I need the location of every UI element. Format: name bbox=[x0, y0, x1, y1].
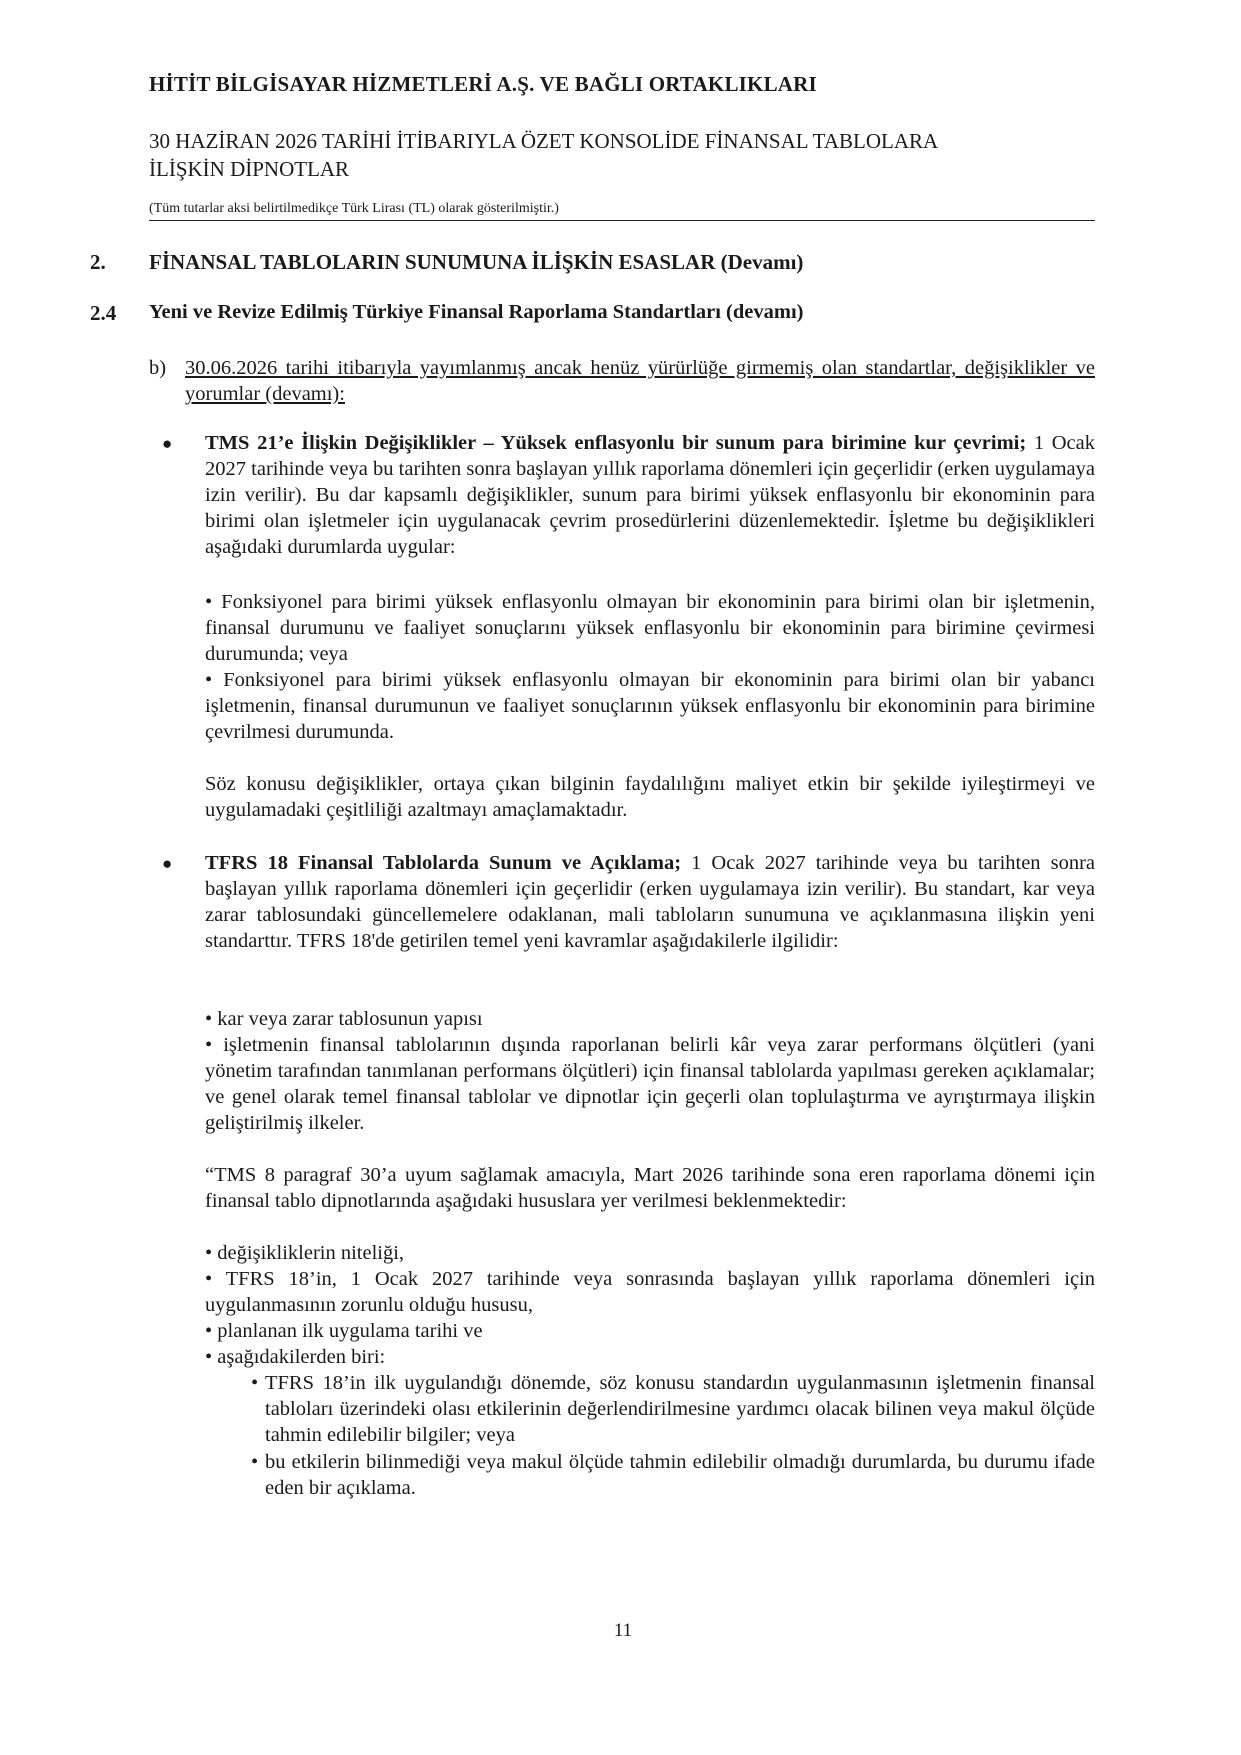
tfrs18-body: 1 Ocak 2027 tarihinde veya bu tarihten sonra başlayan yıllık raporlama dönemleri için geçerlidir (erken uygulamaya izin verilir). Bu standart, kar veya zarar tablosundaki güncellemelere odaklanan, mali tabloların sunumuna ve açıklanmasına ilişkin yeni standarttır. TFRS 18'de getirilen temel yeni kavramlar aşağıdakilerle ilgilidir: bbox=[205, 852, 1096, 952]
tfrs18-requirement-3: • planlanan ilk uygulama tarihi ve bbox=[205, 1320, 483, 1342]
item-b-text: 30.06.2026 tarihi itibarıyla yayımlanmış ancak henüz yürürlüğe girmemiş olan standartlar, değişiklikler ve yorumlar (devamı): bbox=[185, 357, 1095, 405]
subtitle-line-1: 30 HAZİRAN 2026 TARİHİ İTİBARIYLA ÖZET KONSOLİDE FİNANSAL TABLOLARA bbox=[149, 129, 939, 153]
tfrs18-sub-point-2: bu etkilerin bilinmediği veya makul ölçüde tahmin edilebilir olmadığı durumlarda, bu durumu ifade eden bir açıklama. bbox=[265, 1451, 1095, 1499]
tms21-bullet: ● bbox=[162, 434, 173, 453]
subtitle-line-2: İLİŞKİN DİPNOTLAR bbox=[149, 157, 350, 181]
tfrs18-bullet: ● bbox=[162, 854, 173, 873]
tfrs18-requirement-1: • değişikliklerin niteliği, bbox=[205, 1242, 405, 1264]
header-divider bbox=[149, 220, 1095, 221]
page-number: 11 bbox=[613, 1620, 633, 1641]
tfrs18-concept-2: • işletmenin finansal tablolarının dışında raporlanan belirli kâr veya zarar performans ölçütleri (yani yönetim tarafından tanımlanan performans ölçütleri) için finansal tablolarda yapılması gereken açıklamalar; ve genel olarak temel finansal tablolar ve dipnotlar için geçerli olan toplulaştırma ve ayrıştırmaya ilişkin geliştirilmiş ilkeler. bbox=[205, 1034, 1095, 1134]
section-number: 2. bbox=[90, 250, 106, 274]
document-subtitle bbox=[149, 127, 1049, 183]
tfrs18-block bbox=[205, 850, 1095, 954]
subsection-title: Yeni ve Revize Edilmiş Türkiye Finansal Raporlama Standartları (devamı) bbox=[149, 301, 804, 323]
tfrs18-requirement-4: • aşağıdakilerden biri: bbox=[205, 1346, 386, 1368]
subsection-number: 2.4 bbox=[90, 301, 117, 325]
tfrs18-concept-1: • kar veya zarar tablosunun yapısı bbox=[205, 1008, 483, 1030]
sub-bullet-1: • bbox=[251, 1372, 259, 1394]
tms21-point-2: • Fonksiyonel para birimi yüksek enflasyonlu olmayan bir ekonominin para birimi olan bir yabancı işletmenin, finansal durumunun ve faaliyet sonuçlarının yüksek enflasyonlu bir ekonominin para birimine çevrilmesi durumunda. bbox=[205, 669, 1095, 743]
sub-bullet-2: • bbox=[251, 1451, 259, 1473]
tfrs18-heading: TFRS 18 Finansal Tablolarda Sunum ve Açıklama; bbox=[205, 852, 682, 874]
tms21-body: 1 Ocak 2027 tarihinde veya bu tarihten sonra başlayan yıllık raporlama dönemleri için geçerlidir (erken uygulamaya izin verilir). Bu dar kapsamlı değişiklikler, sunum para birimi yüksek enflasyonlu bir ekonominin para birimi olan işletmeler için uygulanacak çevrim prosedürlerini düzenlemektedir. İşletme bu değişiklikleri aşağıdaki durumlarda uygular: bbox=[205, 432, 1095, 558]
currency-note: (Tüm tutarlar aksi belirtilmedikçe Türk Lirası (TL) olarak gösterilmiştir.) bbox=[149, 201, 559, 216]
tms21-point-1: • Fonksiyonel para birimi yüksek enflasyonlu olmayan bir ekonominin para birimi olan bir işletmenin, finansal durumunu ve faaliyet sonuçlarını yüksek enflasyonlu bir ekonominin para birimine çevirmesi durumunda; veya bbox=[205, 591, 1095, 665]
item-b-label: b) bbox=[149, 357, 167, 379]
tms21-closing: Söz konusu değişiklikler, ortaya çıkan bilginin faydalılığını maliyet etkin bir şekilde iyileştirmeyi ve uygulamadaki çeşitliliği azaltmayı amaçlamaktadır. bbox=[205, 773, 1095, 821]
company-name: HİTİT BİLGİSAYAR HİZMETLERİ A.Ş. VE BAĞLI ORTAKLIKLARI bbox=[149, 72, 817, 96]
tfrs18-tms8-paragraph: “TMS 8 paragraf 30’a uyum sağlamak amacıyla, Mart 2026 tarihinde sona eren raporlama dönemi için finansal tablo dipnotlarında aşağıdaki hususlara yer verilmesi beklenmektedir: bbox=[205, 1164, 1095, 1212]
tms21-block bbox=[205, 430, 1095, 560]
tfrs18-sub-point-1: TFRS 18’in ilk uygulandığı dönemde, söz konusu standardın uygulanmasının işletmenin finansal tabloları üzerindeki olası etkilerinin değerlendirilmesine yardımcı olacak bilinen veya makul ölçüde tahmin edilebilir bilgiler; veya bbox=[265, 1372, 1095, 1446]
tfrs18-requirement-2: • TFRS 18’in, 1 Ocak 2027 tarihinde veya sonrasında başlayan yıllık raporlama dönemleri için uygulanmasının zorunlu olduğu hususu, bbox=[205, 1268, 1095, 1316]
tms21-heading: TMS 21’e İlişkin Değişiklikler – Yüksek enflasyonlu bir sunum para birimine kur çevrimi; bbox=[205, 432, 1027, 454]
section-title: FİNANSAL TABLOLARIN SUNUMUNA İLİŞKİN ESASLAR (Devamı) bbox=[149, 250, 804, 274]
